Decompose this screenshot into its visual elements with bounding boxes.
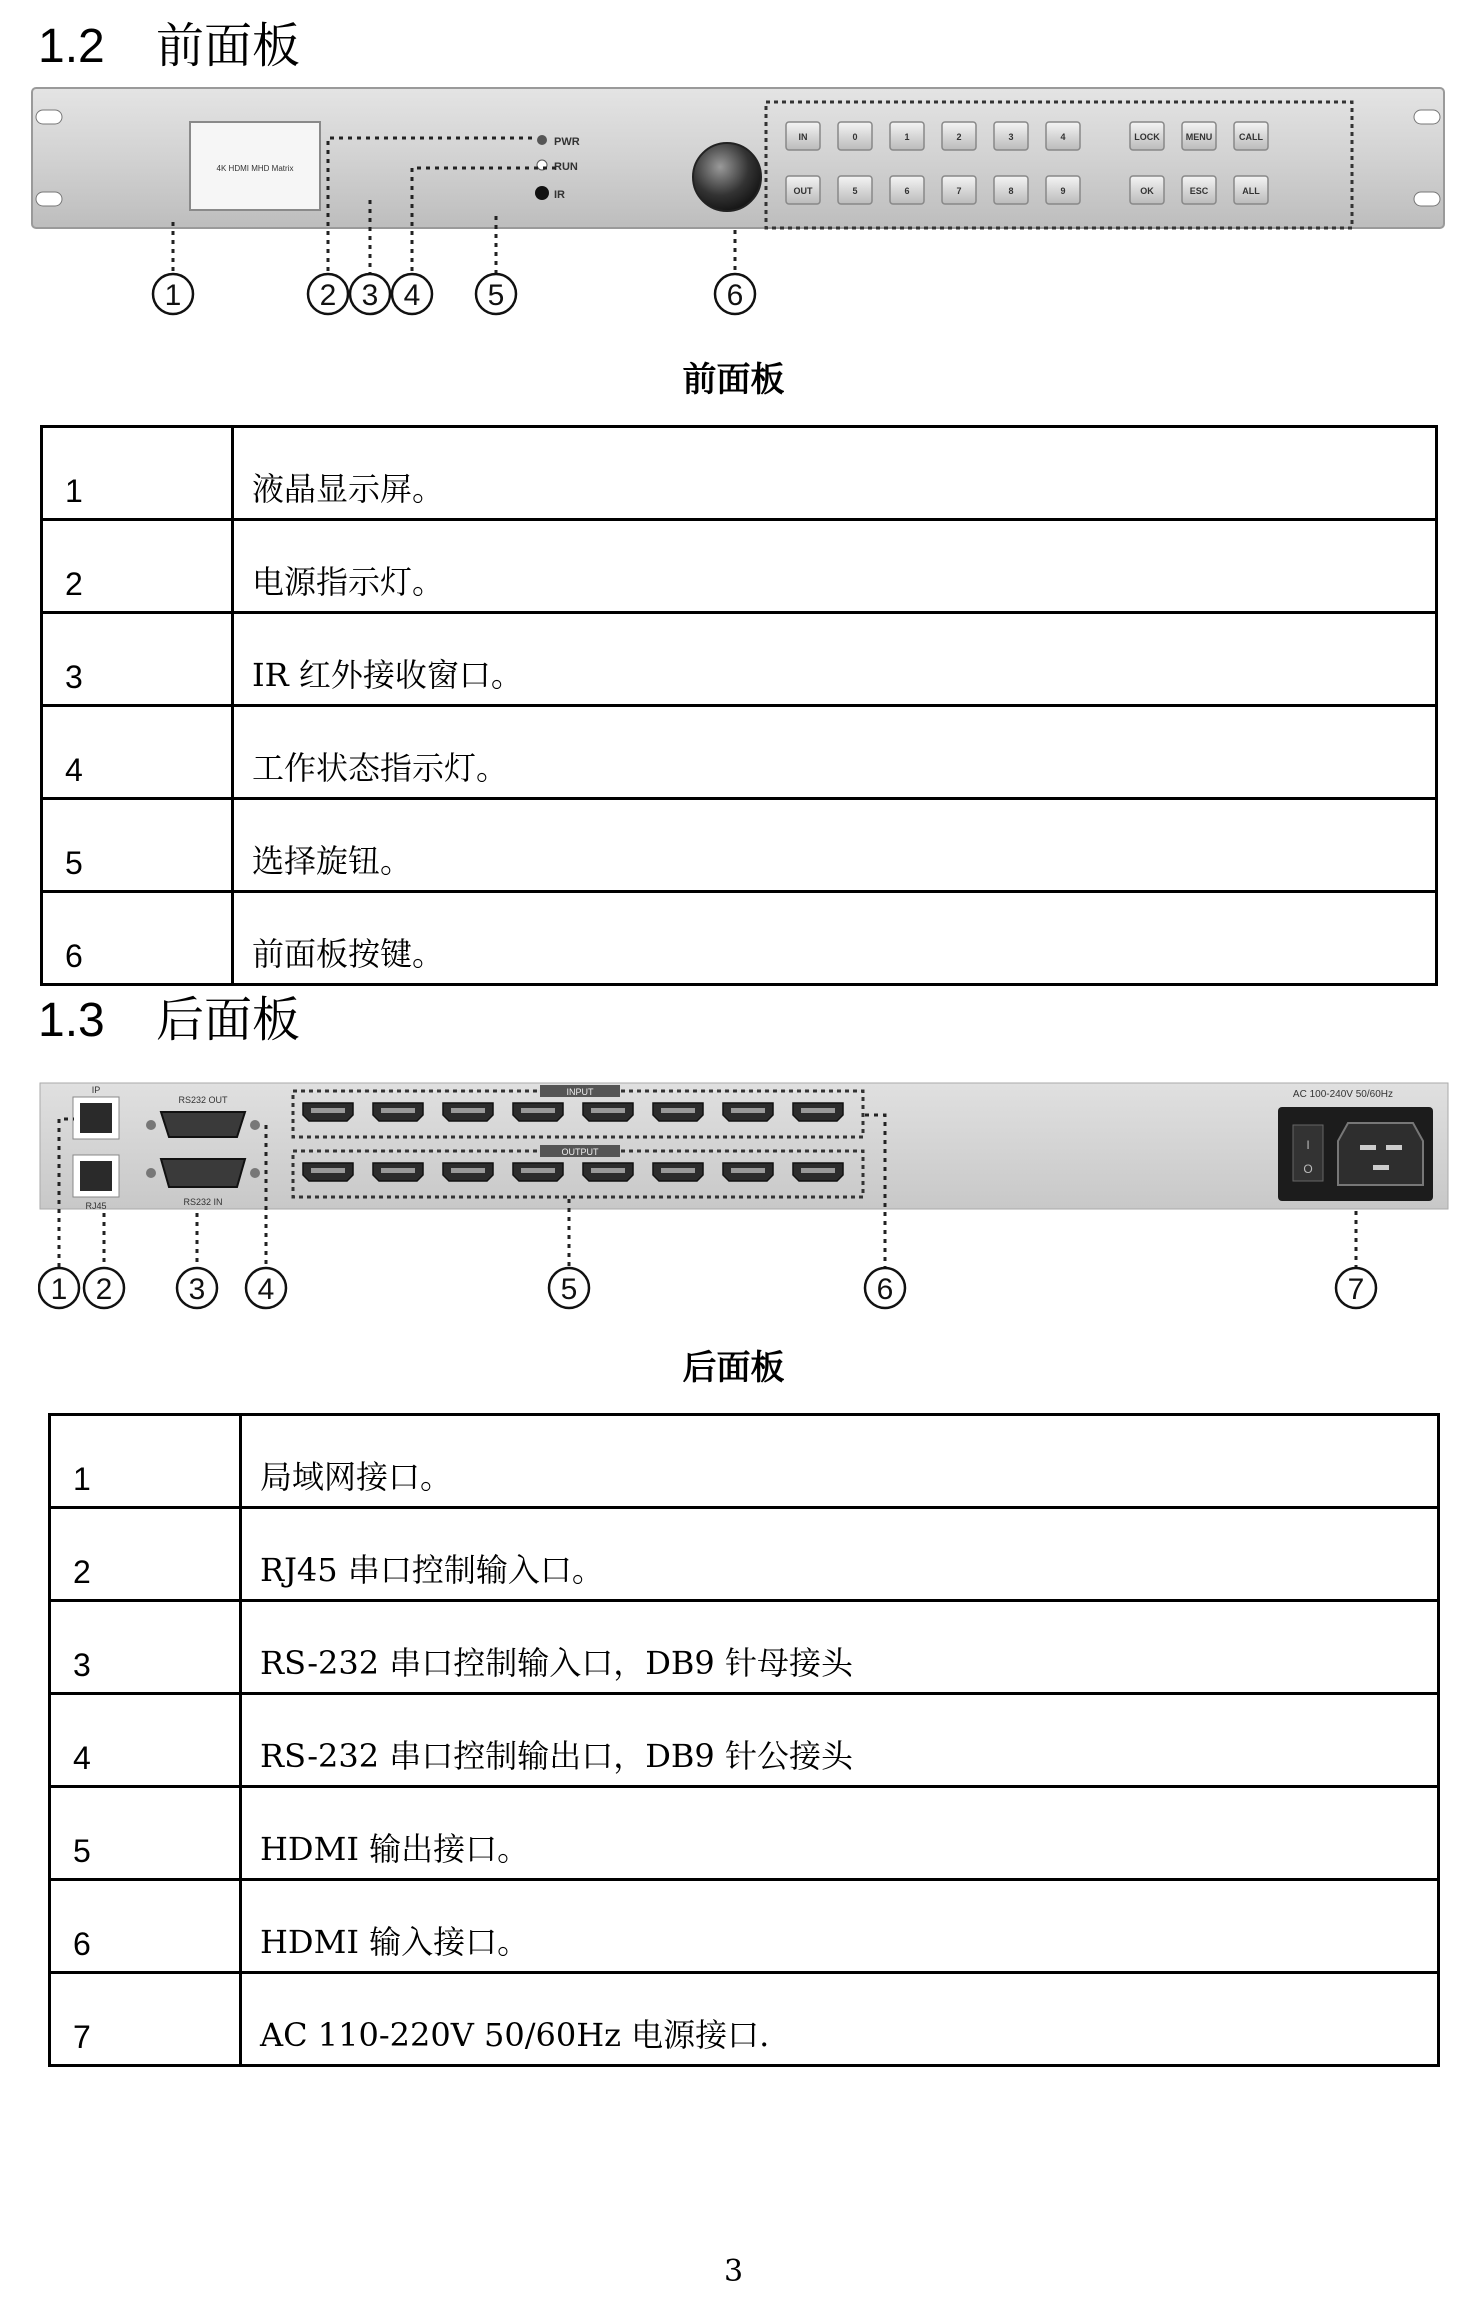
- table-row: [42, 706, 1437, 799]
- front-section-heading: 前面板: [156, 18, 301, 74]
- input-label: INPUT: [566, 1087, 594, 1097]
- table-row: [50, 1973, 1439, 2066]
- row-description: RS-232 串口控制输出口，DB9 针公接头: [241, 1694, 1439, 1787]
- switch-off-mark: O: [1303, 1162, 1313, 1176]
- callout-number: 5: [487, 279, 505, 312]
- row-number: 6: [50, 1880, 241, 1973]
- table-row: [42, 427, 1437, 520]
- front-spec-table: [40, 425, 1438, 986]
- row-description: HDMI 输入接口。: [241, 1880, 1439, 1973]
- table-row: [42, 799, 1437, 892]
- rs232-in-port: [161, 1159, 245, 1187]
- front-panel-button: [1130, 176, 1164, 204]
- hdmi-port: [653, 1103, 703, 1121]
- row-description: 电源指示灯。: [233, 520, 1437, 613]
- button-label: OUT: [793, 186, 813, 196]
- front-panel-button: [1046, 176, 1080, 204]
- front-panel-button: [890, 176, 924, 204]
- row-description: 液晶显示屏。: [233, 427, 1437, 520]
- front-panel-button: [786, 122, 820, 150]
- front-panel-button: [994, 176, 1028, 204]
- front-caption: 前面板: [682, 360, 785, 400]
- row-number: 7: [50, 1973, 241, 2066]
- callout-number: 7: [1347, 1273, 1365, 1306]
- row-description: AC 110-220V 50/60Hz 电源接口.: [241, 1973, 1439, 2066]
- row-number: 5: [42, 799, 233, 892]
- callout-number: 6: [726, 279, 744, 312]
- hdmi-port: [793, 1163, 843, 1181]
- lan-port-label: IP: [91, 1085, 101, 1095]
- hdmi-port: [443, 1163, 493, 1181]
- callout-number: 4: [257, 1273, 275, 1306]
- row-number: 2: [50, 1508, 241, 1601]
- front-panel-button: [1182, 176, 1216, 204]
- callout-marker: [549, 1268, 589, 1308]
- hdmi-port: [303, 1103, 353, 1121]
- button-label: 8: [1008, 186, 1014, 196]
- table-row: [50, 1787, 1439, 1880]
- button-label: 6: [904, 186, 910, 196]
- row-number: 4: [42, 706, 233, 799]
- front-panel-button: [890, 122, 924, 150]
- rs232-in-label: RS232 IN: [183, 1197, 223, 1207]
- page-number: 3: [723, 2254, 744, 2289]
- front-panel-button: [838, 176, 872, 204]
- front-panel-button: [994, 122, 1028, 150]
- buttons-row-1: [786, 122, 1268, 150]
- button-label: 5: [852, 186, 858, 196]
- row-description: 选择旋钮。: [233, 799, 1437, 892]
- callout-number: 3: [188, 1273, 206, 1306]
- button-label: 7: [956, 186, 962, 196]
- table-row: [50, 1694, 1439, 1787]
- row-description: RS-232 串口控制输入口，DB9 针母接头: [241, 1601, 1439, 1694]
- front-panel-button: [1182, 122, 1216, 150]
- row-description: 工作状态指示灯。: [233, 706, 1437, 799]
- rj45-port-label: RJ45: [85, 1201, 107, 1211]
- front-panel-button: [1130, 122, 1164, 150]
- hdmi-port: [513, 1163, 563, 1181]
- table-row: [42, 613, 1437, 706]
- lan-port: [80, 1103, 112, 1133]
- button-label: OK: [1140, 186, 1154, 196]
- callout-marker: [715, 274, 755, 314]
- ir-window: [535, 186, 549, 200]
- front-callouts: [153, 274, 755, 314]
- row-number: 5: [50, 1787, 241, 1880]
- pwr-led: [537, 135, 547, 145]
- button-label: ESC: [1189, 186, 1209, 196]
- callout-marker: [246, 1268, 286, 1308]
- rj45-port: [80, 1161, 112, 1191]
- row-description: 局域网接口。: [241, 1415, 1439, 1508]
- switch-on-mark: I: [1306, 1138, 1310, 1152]
- rear-panel-diagram: [38, 1075, 1450, 1315]
- rear-callouts: [39, 1268, 1376, 1308]
- hdmi-port: [723, 1163, 773, 1181]
- buttons-row-2: [786, 176, 1268, 204]
- row-number: 1: [42, 427, 233, 520]
- rear-chassis: [40, 1083, 1448, 1209]
- screw-icon: [146, 1120, 156, 1130]
- callout-number: 2: [319, 279, 337, 312]
- button-label: CALL: [1239, 132, 1263, 142]
- screw-icon: [146, 1168, 156, 1178]
- mount-hole: [36, 110, 62, 124]
- callout-marker: [350, 274, 390, 314]
- row-description: HDMI 输出接口。: [241, 1787, 1439, 1880]
- power-label: AC 100-240V 50/60Hz: [1292, 1089, 1393, 1100]
- callout-marker: [39, 1268, 79, 1308]
- button-label: LOCK: [1134, 132, 1160, 142]
- button-label: 0: [852, 132, 858, 142]
- callout-number: 1: [50, 1273, 68, 1306]
- callout-number: 3: [361, 279, 379, 312]
- callout-marker: [1336, 1268, 1376, 1308]
- ir-label: IR: [554, 189, 565, 201]
- mount-hole: [1414, 110, 1440, 124]
- hdmi-port: [513, 1103, 563, 1121]
- button-label: 4: [1060, 132, 1066, 142]
- callout-number: 2: [95, 1273, 113, 1306]
- hdmi-port: [583, 1103, 633, 1121]
- hdmi-port: [793, 1103, 843, 1121]
- callout-number: 1: [164, 279, 182, 312]
- run-led-label: RUN: [554, 161, 578, 173]
- pwr-led-label: PWR: [554, 136, 580, 148]
- hdmi-port: [373, 1103, 423, 1121]
- row-number: 3: [42, 613, 233, 706]
- front-panel-button: [838, 122, 872, 150]
- rear-spec-table: [48, 1413, 1440, 2067]
- rs232-out-label: RS232 OUT: [178, 1095, 228, 1105]
- table-row: [50, 1508, 1439, 1601]
- hdmi-port: [653, 1163, 703, 1181]
- table-row: [42, 520, 1437, 613]
- callout-marker: [308, 274, 348, 314]
- front-section-number: 1.2: [38, 20, 105, 73]
- button-label: IN: [798, 132, 808, 142]
- hdmi-port: [373, 1163, 423, 1181]
- button-label: 1: [904, 132, 910, 142]
- callout-marker: [865, 1268, 905, 1308]
- hdmi-port: [583, 1163, 633, 1181]
- front-panel-button: [942, 176, 976, 204]
- callout-number: 4: [403, 279, 421, 312]
- callout-marker: [84, 1268, 124, 1308]
- output-label: OUTPUT: [561, 1147, 599, 1157]
- front-section-title: [38, 16, 300, 77]
- front-panel-button: [1046, 122, 1080, 150]
- rear-section-number: 1.3: [38, 994, 105, 1047]
- table-row: [50, 1601, 1439, 1694]
- row-number: 1: [50, 1415, 241, 1508]
- callout-marker: [177, 1268, 217, 1308]
- front-panel-button: [786, 176, 820, 204]
- callout-marker: [392, 274, 432, 314]
- hdmi-port: [303, 1163, 353, 1181]
- callout-marker: [476, 274, 516, 314]
- table-row: [50, 1415, 1439, 1508]
- row-number: 2: [42, 520, 233, 613]
- iec-power-socket: [1338, 1123, 1423, 1185]
- row-description: 前面板按键。: [233, 892, 1437, 985]
- table-row: [42, 892, 1437, 985]
- rear-caption: 后面板: [682, 1348, 785, 1388]
- rear-section-heading: 后面板: [156, 992, 301, 1048]
- row-description: IR 红外接收窗口。: [233, 613, 1437, 706]
- screw-icon: [250, 1120, 260, 1130]
- rs232-out-port: [161, 1112, 245, 1137]
- hdmi-port: [723, 1103, 773, 1121]
- front-panel-button: [1234, 176, 1268, 204]
- row-number: 3: [50, 1601, 241, 1694]
- row-number: 6: [42, 892, 233, 985]
- row-number: 4: [50, 1694, 241, 1787]
- selection-knob: [693, 143, 761, 211]
- button-label: ALL: [1242, 186, 1260, 196]
- button-label: MENU: [1185, 132, 1213, 142]
- rear-section-title: [38, 990, 300, 1051]
- front-panel-diagram: [30, 80, 1450, 350]
- button-label: 2: [956, 132, 962, 142]
- front-panel-button: [942, 122, 976, 150]
- button-label: 3: [1008, 132, 1014, 142]
- callout-number: 5: [560, 1273, 578, 1306]
- mount-hole: [36, 192, 62, 206]
- hdmi-port: [443, 1103, 493, 1121]
- table-row: [50, 1880, 1439, 1973]
- callout-marker: [153, 274, 193, 314]
- front-panel-button: [1234, 122, 1268, 150]
- screw-icon: [250, 1168, 260, 1178]
- row-description: RJ45 串口控制输入口。: [241, 1508, 1439, 1601]
- mount-hole: [1414, 192, 1440, 206]
- callout-number: 6: [876, 1273, 894, 1306]
- lcd-label: 4K HDMI MHD Matrix: [216, 164, 294, 173]
- button-label: 9: [1060, 186, 1066, 196]
